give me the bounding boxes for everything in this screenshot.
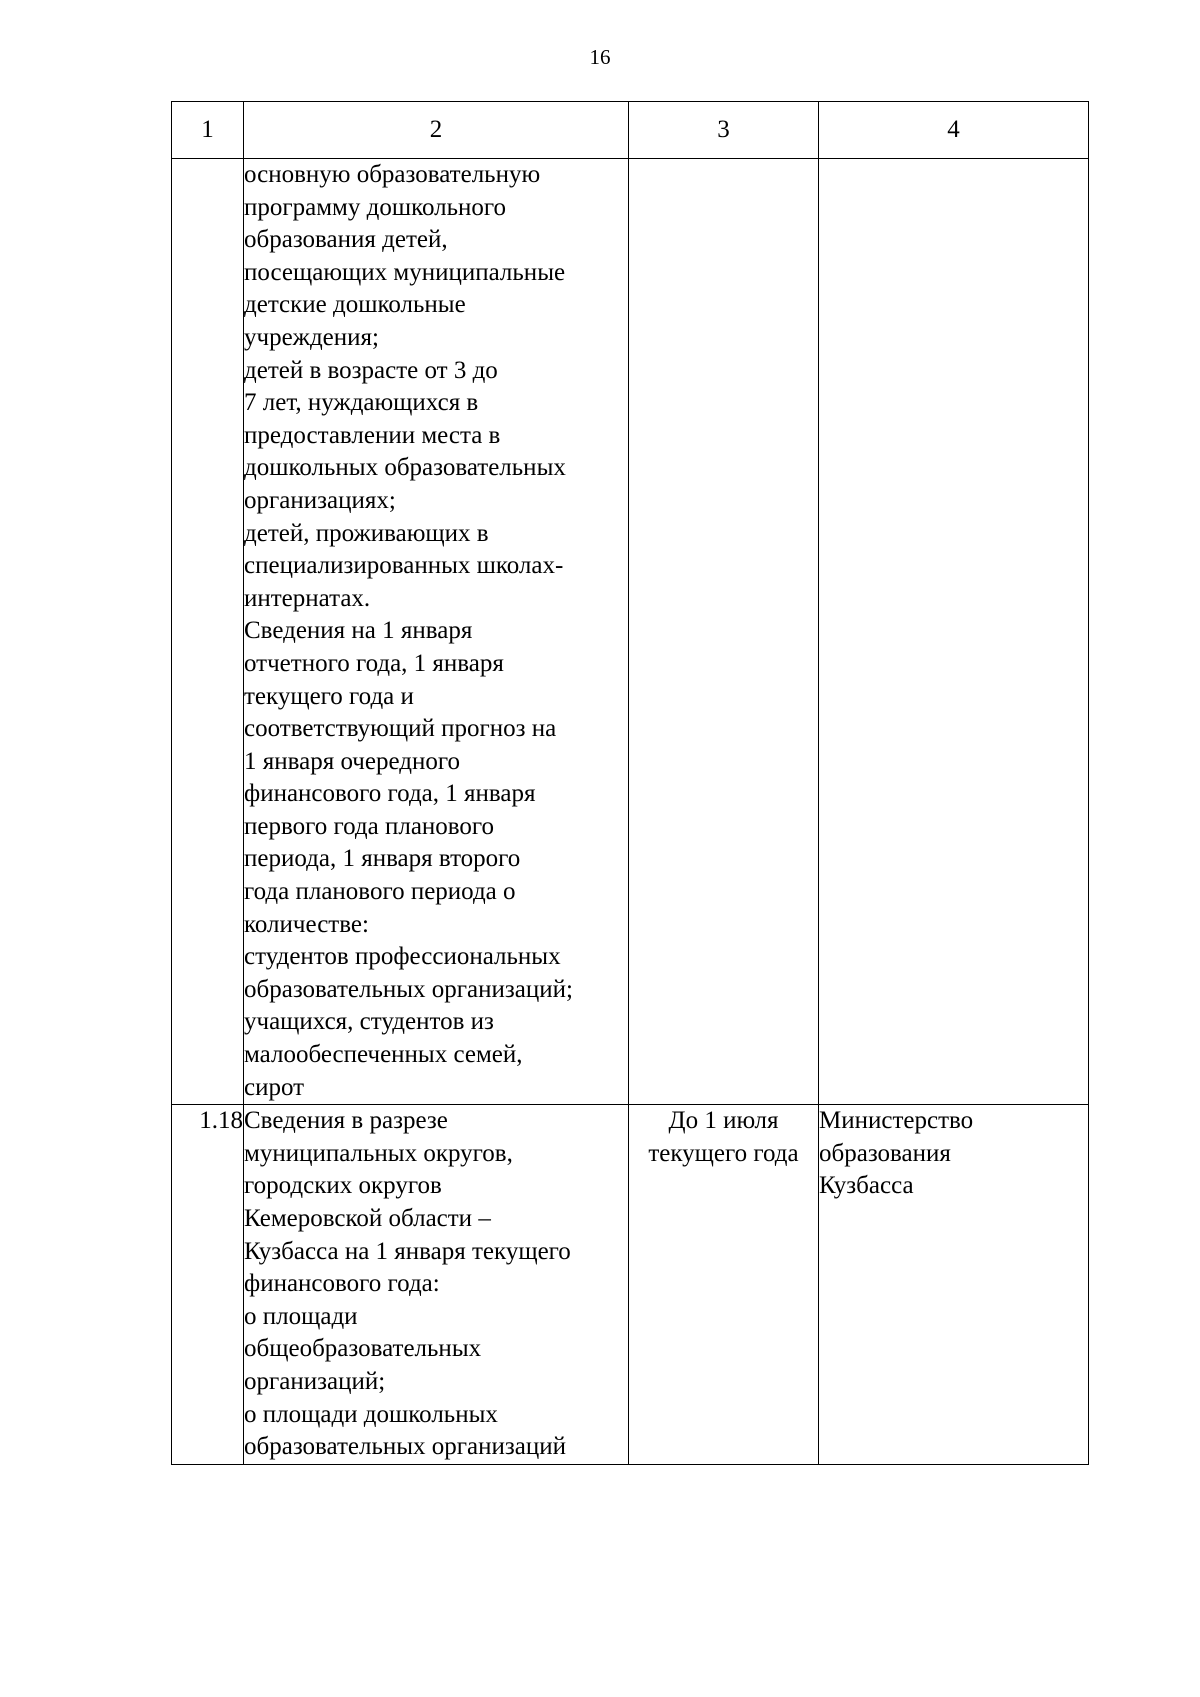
- column-header-4: 4: [819, 102, 1089, 159]
- row-number-cell: [172, 159, 244, 1105]
- text-line: Кемеровской области –: [244, 1205, 491, 1232]
- description-cell: [244, 159, 629, 1105]
- text-line: Сведения в разрезе: [244, 1107, 448, 1135]
- table-body: [172, 159, 1089, 1465]
- row-number-cell: 1.18: [172, 1105, 244, 1465]
- text-line: детские дошкольные: [244, 291, 466, 319]
- page-number: 16: [589, 45, 611, 69]
- text-line: отчетного года, 1 января: [244, 649, 504, 677]
- text-line: образовательных организаций: [244, 1433, 567, 1461]
- text-line: образования: [819, 1139, 951, 1167]
- text-line: посещающих муниципальные: [244, 258, 566, 286]
- text-line: Министерство: [819, 1107, 974, 1135]
- text-line: о площади: [244, 1302, 358, 1330]
- deadline-cell: [629, 1105, 819, 1465]
- text-line: Кузбасса: [819, 1172, 914, 1200]
- text-line: текущего года: [648, 1139, 799, 1167]
- text-line: о площади дошкольных: [244, 1400, 498, 1428]
- text-line: малообеспеченных семей,: [244, 1041, 523, 1069]
- text-line: организаций;: [244, 1367, 386, 1395]
- text-line: периода, 1 января второго: [244, 845, 521, 873]
- text-line: финансового года:: [244, 1270, 440, 1298]
- text-line: городских округов: [244, 1172, 442, 1200]
- text-line: 7 лет, нуждающихся в: [244, 389, 479, 417]
- responsible-cell: [819, 1105, 1089, 1465]
- text-line: дошкольных образовательных: [244, 454, 566, 482]
- document-table: [171, 101, 1089, 1465]
- table-row: [172, 1105, 1089, 1465]
- text-line: первого года планового: [244, 812, 495, 840]
- text-line: соответствующий прогноз на: [244, 715, 557, 743]
- text-line: Сведения на 1 января: [244, 617, 473, 645]
- column-header-1: 1: [172, 102, 244, 159]
- column-header-3: 3: [629, 102, 819, 159]
- text-line: года планового периода о: [244, 878, 516, 906]
- column-header-2: 2: [244, 102, 629, 159]
- description-cell: [244, 1105, 629, 1465]
- table-row: [172, 159, 1089, 1105]
- text-line: До 1 июля: [668, 1107, 779, 1135]
- table-header-row: [172, 102, 1089, 159]
- text-line: образовательных организаций;: [244, 975, 573, 1003]
- text-line: количестве:: [244, 910, 369, 938]
- text-line: специализированных школах-: [244, 552, 564, 580]
- text-line: основную образовательную: [244, 161, 541, 188]
- text-line: предоставлении места в: [244, 421, 501, 449]
- text-line: студентов профессиональных: [244, 943, 561, 971]
- text-line: учащихся, студентов из: [244, 1008, 494, 1036]
- text-line: общеобразовательных: [244, 1335, 482, 1363]
- text-line: Кузбасса на 1 января текущего: [244, 1237, 571, 1265]
- text-line: муниципальных округов,: [244, 1139, 513, 1167]
- responsible-cell: [819, 159, 1089, 1105]
- text-line: интернатах.: [244, 584, 371, 612]
- text-line: детей, проживающих в: [244, 519, 489, 547]
- deadline-cell: [629, 159, 819, 1105]
- text-line: 1 января очередного: [244, 747, 460, 775]
- text-line: программу дошкольного: [244, 193, 507, 221]
- text-line: детей в возрасте от 3 до: [244, 356, 498, 384]
- text-line: финансового года, 1 января: [244, 780, 536, 808]
- text-line: сирот: [244, 1073, 305, 1101]
- text-line: текущего года и: [244, 682, 414, 710]
- text-line: учреждения;: [244, 323, 379, 351]
- text-line: образования детей,: [244, 226, 448, 254]
- text-line: организациях;: [244, 486, 396, 514]
